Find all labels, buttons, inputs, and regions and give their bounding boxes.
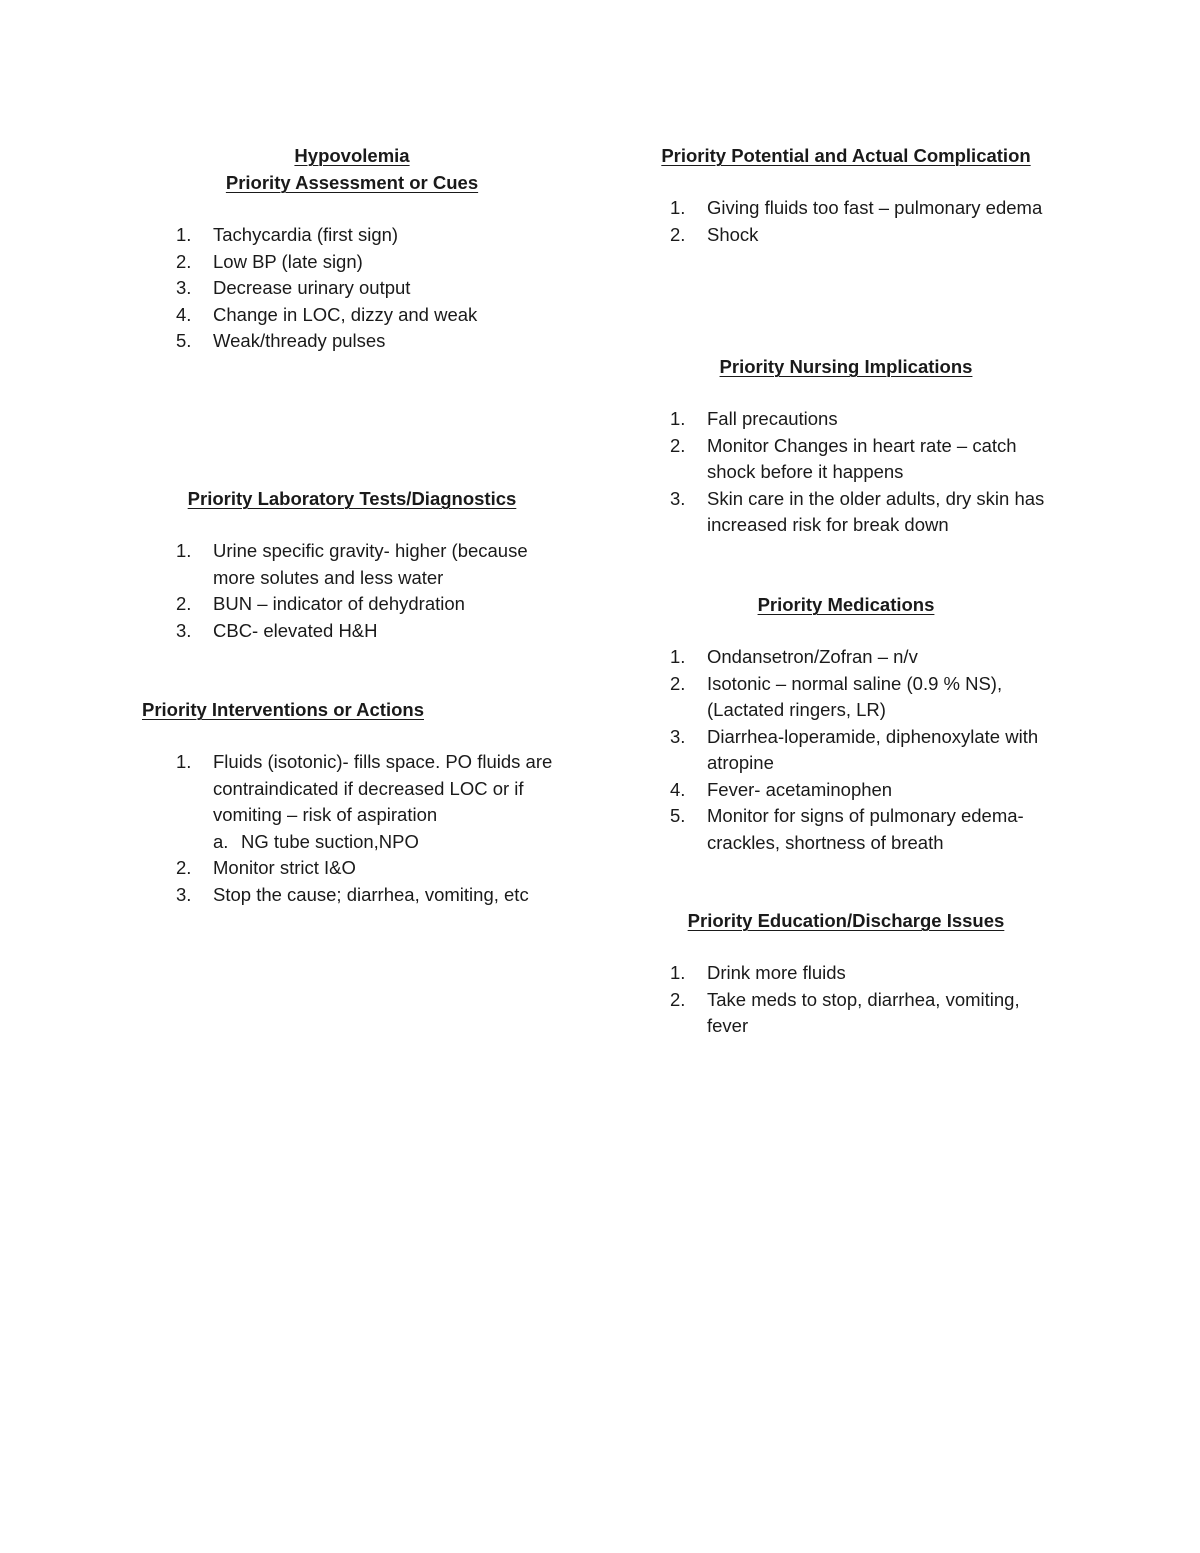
list-item: 4. Change in LOC, dizzy and weak	[176, 303, 478, 325]
list-item: 5. Monitor for signs of pulmonary edema-crackles, shortness of breath	[670, 805, 1024, 853]
list-item: 1. Ondansetron/Zofran – n/v	[670, 646, 918, 667]
labs-heading: Priority Laboratory Tests/Diagnostics	[187, 488, 517, 509]
medications-list	[636, 644, 1056, 856]
list-item: 3. CBC- elevated H&H	[176, 619, 378, 641]
list-item: 1. Drink more fluids	[670, 962, 846, 983]
list-item: 3. Stop the cause; diarrhea, vomiting, etc	[176, 883, 529, 905]
interventions-list	[142, 749, 562, 908]
complications-list	[636, 195, 1056, 248]
education-heading: Priority Education/Discharge Issues	[687, 910, 1005, 931]
list-item: 2. BUN – indicator of dehydration	[176, 593, 465, 614]
list-item: 2. Low BP (late sign)	[176, 250, 363, 272]
list-item: 2. Isotonic – normal saline (0.9 % NS), (Lactated ringers, LR)	[670, 672, 1003, 720]
list-item: 2. Monitor Changes in heart rate – catch shock before it happens	[670, 434, 1017, 482]
list-item: 1. Giving fluids too fast – pulmonary edema	[670, 197, 1043, 218]
list-item: 1. Fall precautions	[670, 408, 838, 429]
assessment-list	[142, 222, 562, 355]
list-item: 1. Urine specific gravity- higher (because more solutes and less water	[176, 540, 528, 588]
nursing-heading: Priority Nursing Implications	[719, 356, 973, 377]
complications-heading: Priority Potential and Actual Complication	[661, 145, 1031, 166]
page-title: Hypovolemia	[294, 145, 410, 166]
interventions-heading: Priority Interventions or Actions	[142, 699, 424, 720]
list-item: 2. Shock	[670, 223, 759, 245]
sub-list-item: a. NG tube suction,NPO	[213, 830, 419, 852]
list-item: 1. Tachycardia (first sign)	[176, 224, 399, 245]
list-item: 2. Monitor strict I&O	[176, 857, 356, 878]
list-item: 1. Fluids (isotonic)- fills space. PO fluids are contraindicated if decreased LOC or if vomiting – risk of aspiration a. NG tube suction,NPO	[142, 749, 562, 855]
education-list	[636, 960, 1056, 1040]
list-item: 2. Take meds to stop, diarrhea, vomiting, fever	[670, 988, 1020, 1036]
assessment-heading: Priority Assessment or Cues	[225, 172, 479, 193]
list-item: 3. Decrease urinary output	[176, 277, 411, 298]
list-item: 3. Skin care in the older adults, dry skin has increased risk for break down	[670, 487, 1045, 535]
list-item: 5. Weak/thready pulses	[176, 330, 386, 351]
labs-list	[142, 538, 562, 644]
medications-heading: Priority Medications	[757, 594, 935, 615]
sub-list	[213, 829, 562, 856]
list-item: 4. Fever- acetaminophen	[670, 778, 893, 800]
nursing-list	[636, 406, 1056, 539]
list-item: 3. Diarrhea-loperamide, diphenoxylate with atropine	[670, 725, 1039, 773]
